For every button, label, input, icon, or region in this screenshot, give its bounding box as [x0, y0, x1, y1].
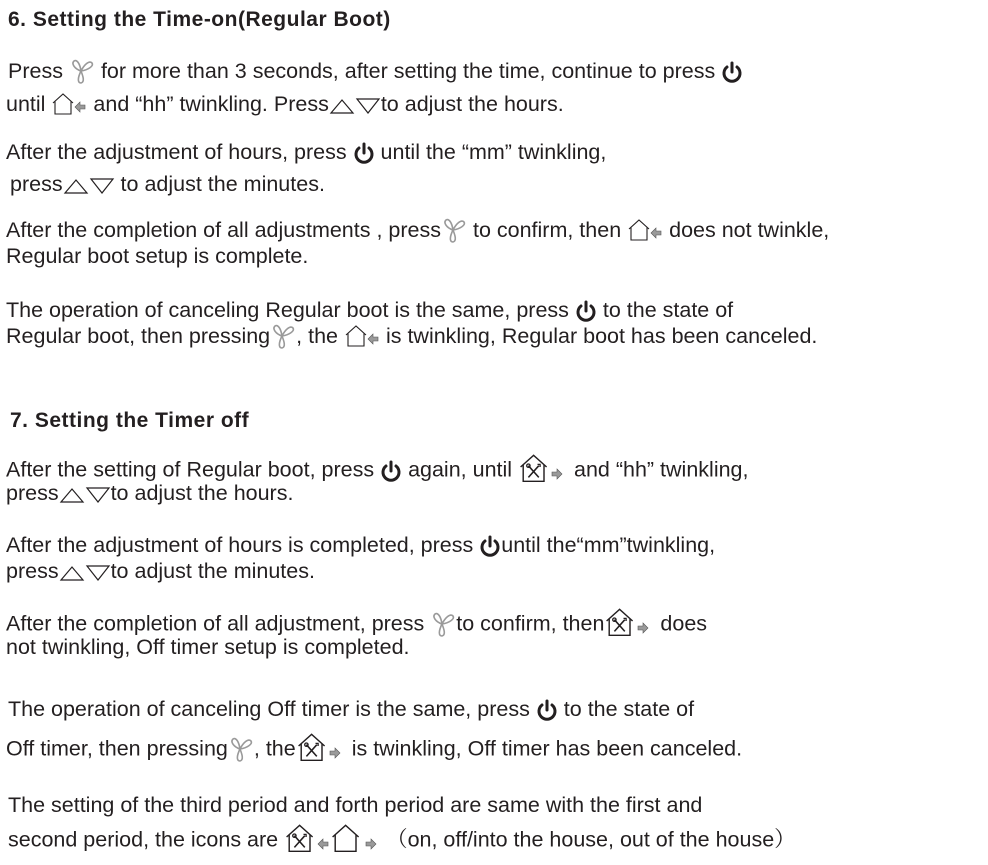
s7-p3-line2: not twinkling, Off timer setup is completed.	[6, 635, 410, 659]
text: Press	[8, 59, 63, 83]
text: is twinkling, Off timer has been canceled.	[345, 736, 743, 761]
triangle-up-icon[interactable]	[59, 483, 85, 505]
s7-p4-line2	[6, 733, 742, 767]
text: to adjust the hours.	[380, 92, 564, 116]
text: until the “mm” twinkling,	[380, 140, 607, 164]
triangle-down-icon[interactable]	[85, 561, 111, 583]
text: The operation of canceling Off timer is the same, press	[8, 697, 536, 721]
text: After the setting of Regular boot, press	[6, 457, 381, 482]
s6-p3-line1	[6, 217, 829, 245]
text: to the state of	[563, 697, 695, 721]
s7-p5-line1: The setting of the third period and forth period are same with the first and	[8, 793, 703, 817]
text: After the adjustment of hours, press	[6, 140, 353, 164]
s7-p2-line1	[6, 532, 715, 558]
text: press	[6, 559, 59, 583]
text: does	[654, 611, 708, 636]
triangle-up-icon[interactable]	[329, 94, 355, 116]
text: to adjust the minutes.	[114, 172, 325, 196]
home-tools-arrow-in-icon	[284, 820, 330, 854]
home-tools-arrow-out-icon	[296, 729, 346, 763]
text: is twinkling, Regular boot has been canceled.	[379, 324, 818, 348]
power-icon	[536, 699, 558, 721]
triangle-up-icon[interactable]	[63, 174, 89, 196]
text: , the	[296, 324, 344, 348]
fan-icon	[270, 323, 296, 351]
s6-p1-line2	[6, 91, 564, 117]
s6-p4-line2	[6, 323, 817, 351]
text: Regular boot, then pressing	[6, 324, 271, 348]
home-arrow-out-icon	[330, 820, 380, 854]
text: does not twinkle,	[663, 218, 830, 242]
text: to adjust the minutes.	[110, 559, 315, 583]
triangle-down-icon[interactable]	[85, 483, 111, 505]
fan-icon	[441, 217, 467, 245]
fan-icon	[228, 736, 254, 764]
text: （on, off/into the house, out of the house）	[380, 827, 796, 852]
power-icon	[380, 460, 402, 482]
s6-p2-line1	[6, 139, 606, 165]
fan-icon	[69, 58, 95, 86]
power-icon	[575, 300, 597, 322]
home-arrow-in-icon	[344, 325, 380, 349]
text: to the state of	[602, 298, 734, 322]
triangle-down-icon[interactable]	[355, 94, 381, 116]
text: second period, the icons are	[8, 827, 285, 852]
text: until the“mm”twinkling,	[501, 533, 716, 557]
s6-p3-line2: Regular boot setup is complete.	[6, 244, 309, 268]
text: press	[6, 481, 59, 505]
section-7-title: 7. Setting the Timer off	[10, 409, 250, 432]
text: After the adjustment of hours is completed, press	[6, 533, 480, 557]
power-icon	[479, 535, 501, 557]
s7-p1-line2	[6, 480, 293, 506]
text: until	[6, 92, 52, 116]
text: and “hh” twinkling. Press	[93, 92, 329, 116]
s6-p4-line1	[6, 297, 733, 323]
s7-p2-line2	[6, 558, 315, 584]
s7-p4-line1	[8, 696, 694, 722]
power-icon	[721, 61, 743, 83]
section-6-title: 6. Setting the Time-on(Regular Boot)	[8, 8, 391, 31]
text: again, until	[408, 457, 519, 482]
text: , the	[253, 736, 296, 761]
power-icon	[353, 142, 375, 164]
text: and “hh” twinkling,	[568, 457, 749, 482]
home-tools-arrow-out-icon	[604, 604, 654, 638]
s6-p1-line1	[8, 58, 743, 86]
s7-p5-line2	[8, 824, 796, 858]
text: After the completion of all adjustment, press	[6, 611, 431, 636]
home-arrow-in-icon	[51, 93, 87, 117]
s6-p2-line2	[10, 171, 325, 197]
text: Off timer, then pressing	[6, 736, 228, 761]
triangle-up-icon[interactable]	[59, 561, 85, 583]
text: to confirm, then	[456, 611, 605, 636]
text: to confirm, then	[467, 218, 628, 242]
text: After the completion of all adjustments , press	[6, 218, 441, 242]
text: The operation of canceling Regular boot is the same, press	[6, 298, 575, 322]
text: to adjust the hours.	[110, 481, 294, 505]
text: press	[10, 172, 63, 196]
triangle-down-icon[interactable]	[89, 174, 115, 196]
home-arrow-in-icon	[627, 219, 663, 243]
home-tools-arrow-out-icon	[518, 450, 568, 484]
text: for more than 3 seconds, after setting the time, continue to press	[100, 59, 722, 83]
fan-icon	[430, 611, 456, 639]
